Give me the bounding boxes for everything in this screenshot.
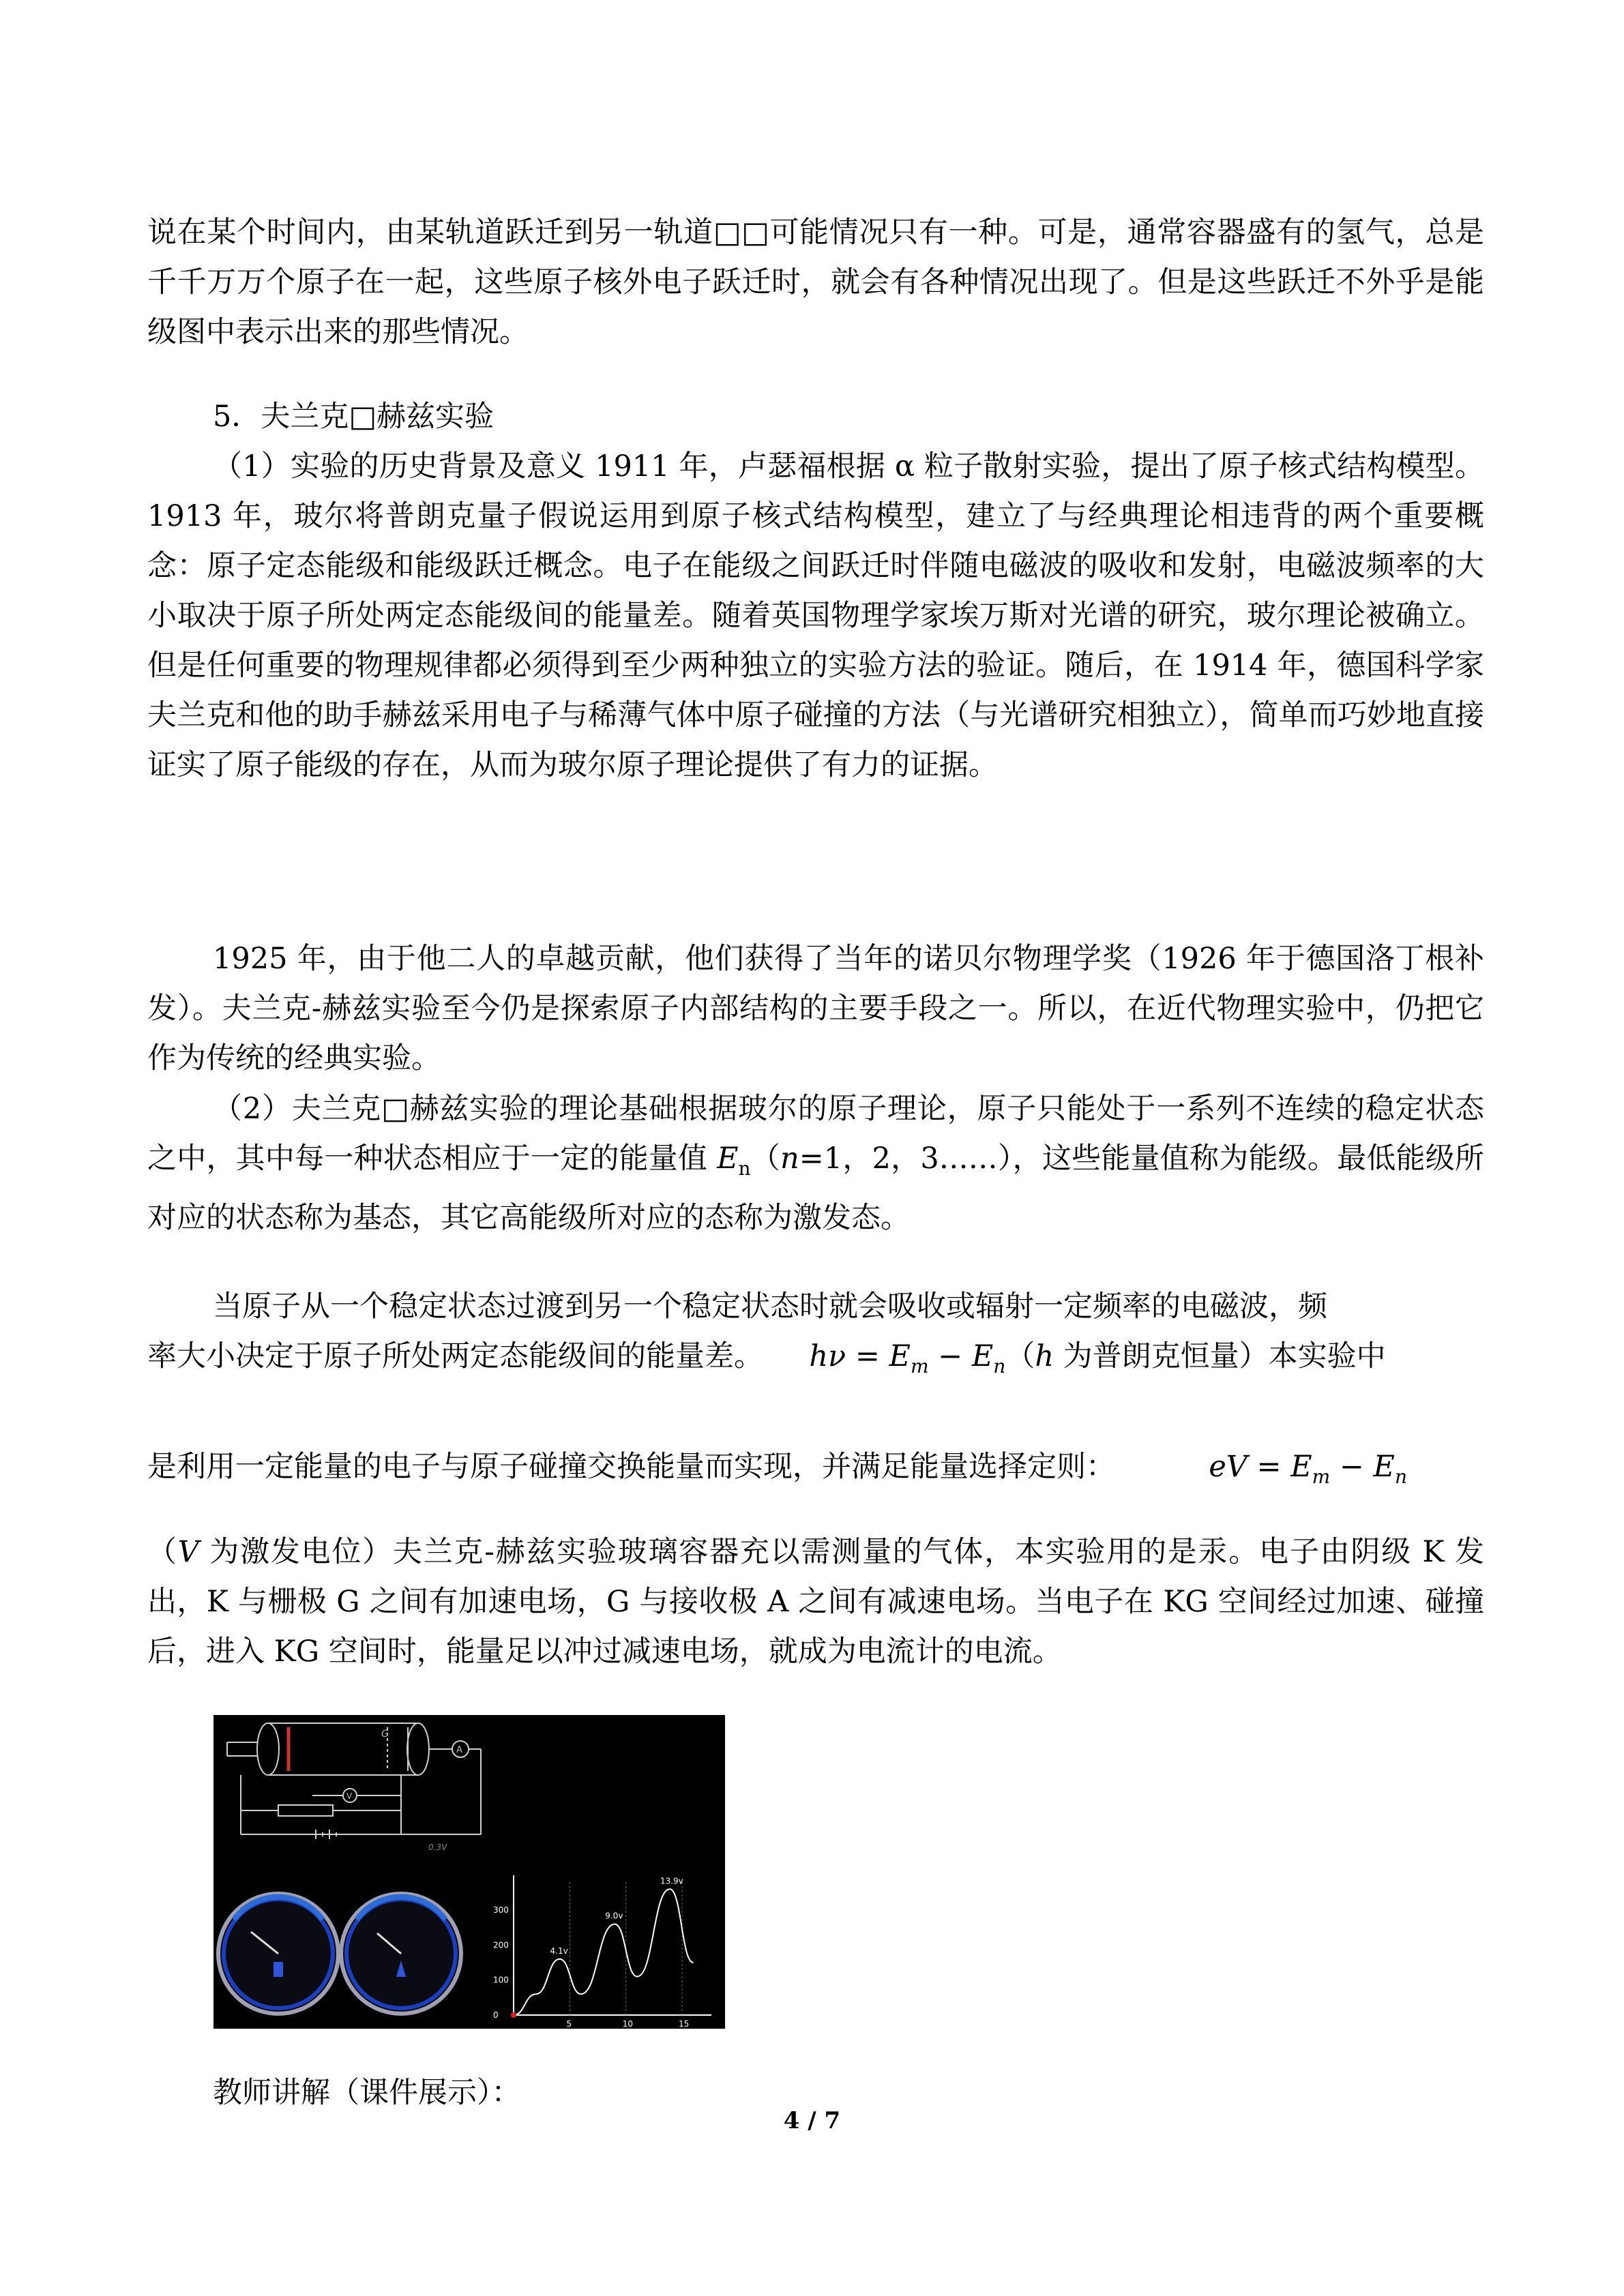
x-tick-label: 15 bbox=[679, 2019, 690, 2029]
peak-label: 9.0v bbox=[605, 1911, 623, 1921]
y-tick-label: 0 bbox=[493, 2010, 499, 2020]
origin-marker bbox=[511, 2012, 516, 2018]
x-tick-label: 10 bbox=[622, 2019, 633, 2029]
paragraph-6-line bbox=[147, 1442, 1484, 1502]
heading-5: 5．夫兰克□赫兹实验 bbox=[213, 400, 494, 434]
p7-paren: （ bbox=[147, 1535, 178, 1569]
p5-text-a: 率大小决定于原子所处两定态能级间的能量差。 bbox=[147, 1339, 763, 1373]
dial-left-knob bbox=[274, 1962, 283, 1977]
p4-paren: （ bbox=[750, 1142, 781, 1176]
paragraph-5-line-1: 当原子从一个稳定状态过渡到另一个稳定状态时就会吸收或辐射一定频率的电磁波，频 bbox=[213, 1289, 1327, 1324]
h-symbol: h bbox=[1035, 1339, 1054, 1373]
voltage-label: 0.3V bbox=[428, 1843, 447, 1852]
paragraph-5-line-2 bbox=[147, 1332, 1484, 1391]
paragraph-7 bbox=[147, 1527, 1484, 1677]
apparatus-diagram bbox=[227, 1723, 481, 1839]
figure-svg bbox=[213, 1715, 725, 2029]
y-tick-label: 200 bbox=[493, 1940, 509, 1950]
p7-text: 为激发电位）夫兰克-赫兹实验玻璃容器充以需测量的气体，本实验用的是汞。电子由阴级 K 发出，K 与栅极 G 之间有加速电场，G 与接收极 A 之间有减速电场。当电子在 KG 空间经过加速、碰撞后，进入 KG 空间时，能量足以冲过减速电场，就成为电流计的电流。 bbox=[147, 1535, 1484, 1669]
excitation-curve bbox=[514, 1889, 694, 2015]
peak-label: 13.9v bbox=[660, 1876, 683, 1886]
ammeter-label: A bbox=[456, 1745, 462, 1755]
y-tick-label: 100 bbox=[493, 1975, 509, 1985]
selection-rule-formula: eV = $E_m - E_n$ bbox=[1209, 1450, 1407, 1488]
x-tick-label: 5 bbox=[566, 2019, 572, 2029]
tube-label-g: G bbox=[381, 1729, 389, 1740]
excitation-curve-chart bbox=[493, 1875, 711, 2029]
paragraph-1: 说在某个时间内，由某轨道跃迁到另一轨道□□可能情况只有一种。可是，通常容器盛有的氢气，总是千千万万个原子在一起，这些原子核外电子跃迁时，就会有各种情况出现了。但是这些跃迁不外乎是能级图中表示出来的那些情况。 bbox=[147, 215, 1484, 349]
p4-text-c: =1，2，3……），这些能量值称为能级。最低能级所对应的状态称为基态，其它高能级所对应的态称为激发态。 bbox=[147, 1142, 1484, 1235]
tube-end-right bbox=[407, 1723, 429, 1775]
peak-label: 4.1v bbox=[550, 1945, 568, 1956]
tube-end-left bbox=[257, 1723, 279, 1775]
energy-formula: $h\nu = E_m - E_n$ bbox=[809, 1339, 1006, 1377]
dial-right bbox=[341, 1894, 461, 2014]
v-symbol: V bbox=[177, 1535, 199, 1569]
paragraph-3: 1925 年，由于他二人的卓越贡献，他们获得了当年的诺贝尔物理学奖（1926 年于德国洛丁根补发）。夫兰克-赫兹实验至今仍是探索原子内部结构的主要手段之一。所以，在近代物理实验中，仍把它作为传统的经典实验。 bbox=[147, 942, 1484, 1075]
energy-symbol: $E_n$ bbox=[717, 1142, 751, 1180]
teacher-note: 教师讲解（课件展示）： bbox=[213, 2076, 521, 2110]
rheostat bbox=[278, 1805, 333, 1816]
page-number: 4 / 7 bbox=[783, 2107, 841, 2134]
p4-text-a: （2）夫兰克□赫兹实验的理论基础根据玻尔的原子理论，原子只能处于一系列不连续的稳定状态之中，其中每一种状态相应于一定的能量值 bbox=[147, 1092, 1484, 1176]
y-tick-label: 300 bbox=[493, 1905, 509, 1915]
paragraph-4 bbox=[147, 1084, 1484, 1243]
p5-paren: （ bbox=[1005, 1339, 1035, 1373]
n-variable: n bbox=[780, 1142, 799, 1176]
dial-left bbox=[218, 1894, 338, 2014]
paragraph-2: （1）实验的历史背景及意义 1911 年，卢瑟福根据 α 粒子散射实验，提出了原子核式结构模型。1913 年，玻尔将普朗克量子假说运用到原子核式结构模型，建立了与经典理论相违背的两个重要概念：原子定态能级和能级跃迁概念。电子在能级之间跃迁时伴随电磁波的吸收和发射，电磁波频率的大小取决于原子所处两定态能级间的能量差。随着英国物理学家埃万斯对光谱的研究，玻尔理论被确立。但是任何重要的物理规律都必须得到至少两种独立的实验方法的验证。随后，在 1914 年，德国科学家夫兰克和他的助手赫兹采用电子与稀薄气体中原子碰撞的方法（与光谱研究相独立），简单而巧妙地直接证实了原子能级的存在，从而为玻尔原子理论提供了有力的证据。 bbox=[147, 449, 1484, 782]
voltmeter-label: V bbox=[346, 1791, 353, 1801]
franck-hertz-figure bbox=[213, 1715, 725, 2029]
p6-text: 是利用一定能量的电子与原子碰撞交换能量而实现，并满足能量选择定则： bbox=[147, 1450, 1115, 1484]
p5-text-b: 为普朗克恒量）本实验中 bbox=[1054, 1339, 1386, 1373]
